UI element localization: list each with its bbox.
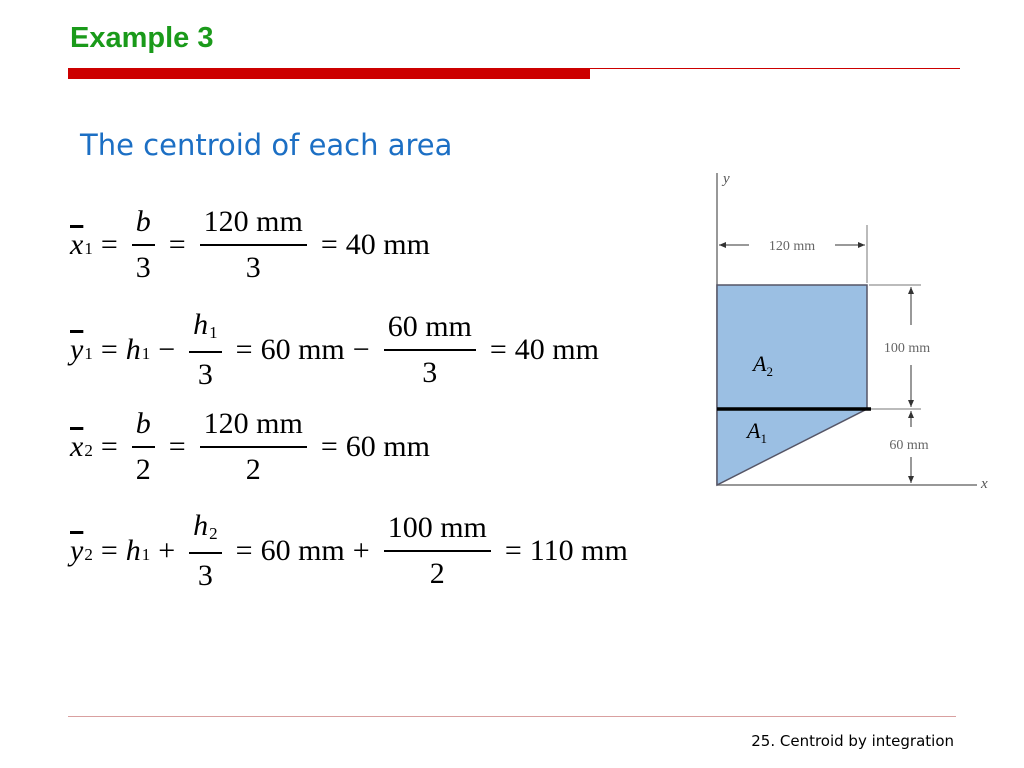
eq4-result: 110 mm — [529, 534, 628, 567]
eq4-fraction-2-den: 2 — [429, 557, 445, 590]
eq4-h-sub: 1 — [141, 545, 151, 564]
eq2-fraction-2-den: 3 — [422, 356, 438, 389]
eq4-equals-3: = — [504, 534, 522, 567]
x-axis-label: x — [981, 476, 988, 492]
eq4-equals-2: = — [235, 534, 253, 567]
eq4-mid: 60 mm — [260, 534, 345, 567]
eq2-minus-2: − — [352, 333, 370, 366]
eq4-plus-2: + — [352, 534, 370, 567]
eq3-fraction-1-num: b — [135, 407, 151, 440]
width-dim-label: 120 mm — [768, 239, 816, 254]
eq1-variable-sub: 1 — [84, 239, 93, 258]
equation-y2 — [70, 506, 628, 596]
eq1-equals-3: = — [320, 228, 338, 261]
eq2-fraction-1-num — [189, 305, 222, 351]
eq2-equals-2: = — [235, 333, 253, 366]
eq4-h: h — [125, 534, 141, 567]
area-shape — [717, 285, 867, 485]
area-a1-letter: A — [747, 418, 761, 443]
eq3-fraction-2-num: 120 mm — [203, 407, 303, 440]
eq4-variable-sub: 2 — [84, 545, 93, 564]
eq2-fraction-2 — [384, 307, 476, 393]
eq2-fraction-1-den: 3 — [197, 358, 213, 391]
eq2-minus-1: − — [158, 333, 176, 366]
slide-subtitle: The centroid of each area — [80, 128, 453, 162]
eq3-equals-3: = — [320, 430, 338, 463]
eq2-result: 40 mm — [514, 333, 599, 366]
eq4-plus-1: + — [158, 534, 176, 567]
eq3-fraction-2 — [200, 404, 307, 490]
eq4-variable: $\overline{y}$ — [70, 534, 84, 567]
eq3-fraction-2-den: 2 — [245, 453, 261, 486]
slide-title: Example 3 — [70, 22, 214, 54]
eq4-fraction-2 — [384, 508, 491, 594]
eq2-fraction-1-num-h: h — [193, 308, 209, 341]
equation-x2 — [70, 404, 430, 490]
eq1-fraction-2 — [200, 202, 307, 288]
title-underline-bar — [68, 68, 590, 79]
eq3-fraction-1-den: 2 — [135, 453, 151, 486]
eq2-variable: $\overline{y}$ — [70, 333, 84, 366]
eq1-equals-1: = — [100, 228, 118, 261]
eq4-fraction-1-num-sub: 2 — [209, 524, 218, 543]
height-lower-label: 60 mm — [889, 438, 929, 453]
eq2-equals-3: = — [489, 333, 507, 366]
composite-area-figure — [685, 165, 1005, 495]
area-a2-sub: 2 — [766, 364, 773, 379]
eq3-equals-1: = — [100, 430, 118, 463]
area-a1-sub: 1 — [760, 431, 767, 446]
eq1-equals-2: = — [168, 228, 186, 261]
equation-x1 — [70, 202, 430, 288]
eq1-result: 40 mm — [345, 228, 430, 261]
eq2-h: h — [125, 333, 141, 366]
y-axis-label: y — [723, 171, 730, 187]
footer-rule — [68, 716, 956, 717]
eq2-mid: 60 mm — [260, 333, 345, 366]
eq2-fraction-1-num-sub: 1 — [209, 323, 218, 342]
eq2-fraction-2-num: 60 mm — [387, 310, 472, 343]
height-upper-label: 100 mm — [883, 341, 931, 356]
title-underline-rule — [590, 68, 960, 69]
eq3-result: 60 mm — [345, 430, 430, 463]
eq4-fraction-1-num-h: h — [193, 509, 209, 542]
eq1-fraction-2-num: 120 mm — [203, 205, 303, 238]
eq1-fraction-1-den: 3 — [135, 251, 151, 284]
eq4-equals-1: = — [100, 534, 118, 567]
eq1-variable: $\overline{x}$ — [70, 228, 84, 261]
equation-y1 — [70, 305, 599, 395]
slide-footer: 25. Centroid by integration — [751, 732, 954, 750]
eq1-fraction-1-num: b — [135, 205, 151, 238]
eq1-fraction-1 — [132, 202, 155, 288]
eq4-fraction-1-den: 3 — [197, 559, 213, 592]
eq2-variable-sub: 1 — [84, 344, 93, 363]
eq2-h-sub: 1 — [141, 344, 151, 363]
eq2-equals-1: = — [100, 333, 118, 366]
eq3-equals-2: = — [168, 430, 186, 463]
eq4-fraction-1-num — [189, 506, 222, 552]
eq4-fraction-1 — [189, 506, 222, 596]
eq3-variable-sub: 2 — [84, 441, 93, 460]
eq2-fraction-1 — [189, 305, 222, 395]
eq3-variable: $\overline{x}$ — [70, 430, 84, 463]
area-a2-letter: A — [753, 351, 767, 376]
eq4-fraction-2-num: 100 mm — [387, 511, 487, 544]
eq1-fraction-2-den: 3 — [245, 251, 261, 284]
eq3-fraction-1 — [132, 404, 155, 490]
